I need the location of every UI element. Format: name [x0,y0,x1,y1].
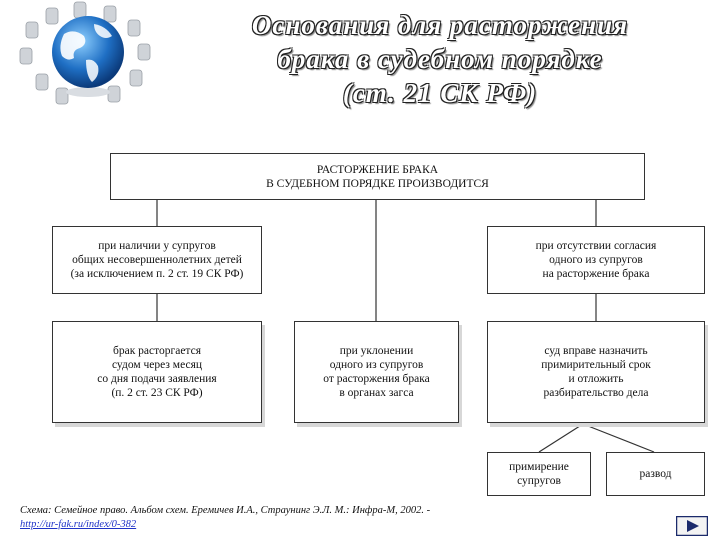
source-link[interactable]: http://ur-fak.ru/index/0-382 [20,519,137,530]
outcome-divorce-box [606,452,705,496]
title-line-2: брака в судебном порядке [277,44,603,74]
outcome-reconcile-line-2: супругов [517,475,561,487]
root-line-1: РАСТОРЖЕНИЕ БРАКА [316,163,439,176]
source-caption [20,504,580,532]
connector-result-divorce [583,424,654,452]
right-result-line-2: примирительный срок [541,359,651,371]
left-result-line-2: судом через месяц [111,359,203,371]
right-result-line-4: разбирательство дела [543,387,649,399]
connector-result-reconcile [539,424,583,452]
left-condition-line-2: общих несовершеннолетних детей [72,254,242,266]
title-line-3: (ст. 21 СК РФ) [342,78,538,108]
right-result-line-3: и отложить [568,373,624,385]
root-line-2: В СУДЕБНОМ ПОРЯДКЕ ПРОИЗВОДИТСЯ [266,177,489,190]
left-condition-line-3: (за исключением п. 2 ст. 19 СК РФ) [70,268,244,280]
next-slide-button[interactable] [676,516,708,536]
left-condition-line-1: при наличии у супругов [98,240,216,252]
left-result-box [52,321,262,423]
right-result-line-1: суд вправе назначить [544,345,648,357]
right-condition-box [487,226,705,294]
middle-result-box [294,321,459,423]
outcome-reconcile-box [487,452,591,496]
source-text: Схема: Семейное право. Альбом схем. Еремичев И.А., Страунинг Э.Л. М.: Инфра-М, 2002. - [20,505,431,516]
root-box [110,153,645,200]
middle-result-line-2: одного из супругов [329,359,424,371]
left-result-line-3: со дня подачи заявления [97,373,217,385]
left-condition-box [52,226,262,294]
outcome-reconcile-line-1: примирение [509,461,569,473]
right-result-box [487,321,705,423]
left-result-line-1: брак расторгается [113,345,201,357]
outcome-divorce-line-1: развод [639,468,672,480]
middle-result-line-4: в органах загса [339,387,414,399]
left-result-line-4: (п. 2 ст. 23 СК РФ) [111,387,203,399]
right-condition-line-2: одного из супругов [549,254,643,266]
middle-result-line-3: от расторжения брака [323,373,430,385]
middle-result-line-1: при уклонении [339,345,414,357]
title-line-1: Основания для расторжения [251,10,629,40]
right-condition-line-3: на расторжение брака [542,268,650,280]
right-condition-line-1: при отсутствии согласия [535,240,657,252]
